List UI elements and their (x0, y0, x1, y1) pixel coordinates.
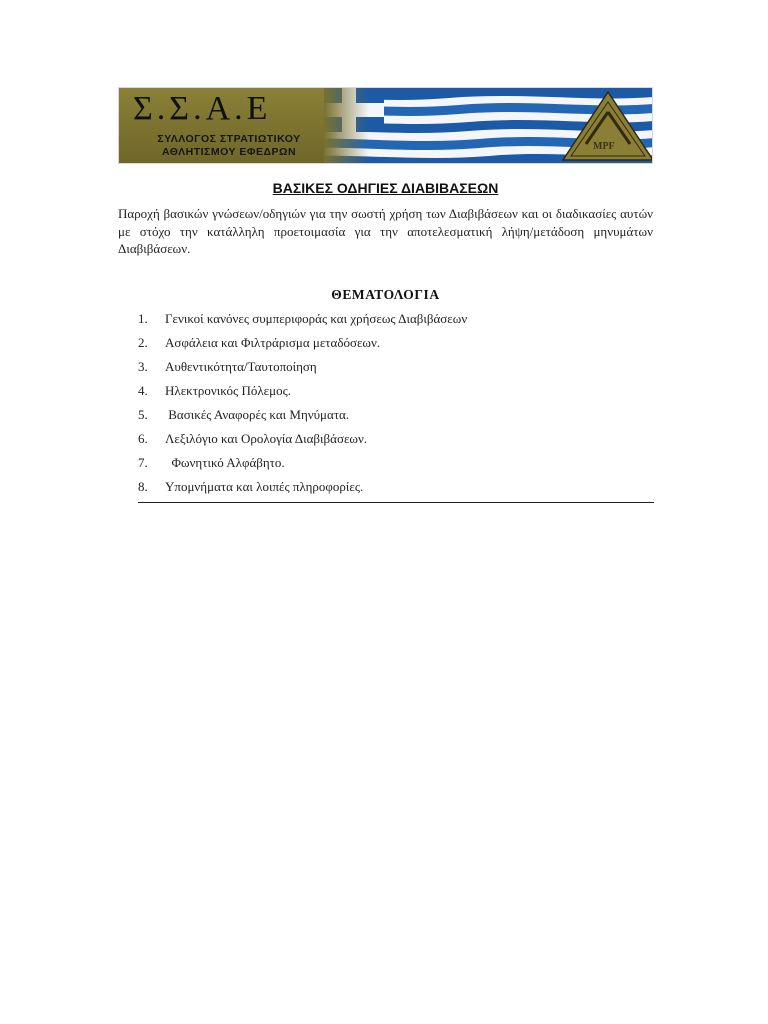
list-item (138, 478, 654, 502)
item-text: Υπομνήματα και λοιπές πληροφορίες. (165, 479, 364, 494)
item-text: Βασικές Αναφορές και Μηνύματα. (165, 407, 350, 422)
item-number: 3. (138, 359, 148, 374)
item-number: 7. (138, 455, 148, 470)
list-item (138, 430, 654, 454)
document-title: ΒΑΣΙΚΕΣ ΟΔΗΓΙΕΣ ΔΙΑΒΙΒΑΣΕΩΝ (272, 180, 499, 196)
emblem-text: MPF (593, 141, 615, 152)
logo-subtitle-line2: ΑΘΛΗΤΙΣΜΟΥ ΕΦΕΔΡΩΝ (161, 146, 297, 158)
item-text: Αυθεντικότητα/Ταυτοποίηση (165, 359, 317, 374)
list-item (138, 358, 654, 382)
item-number: 1. (138, 311, 148, 326)
logo-letters: Σ.Σ.Α.Ε (133, 90, 272, 127)
topic-list (138, 310, 654, 503)
item-text: Ηλεκτρονικός Πόλεμος. (165, 383, 291, 398)
list-item (138, 406, 654, 430)
item-text: Φωνητικό Αλφάβητο. (165, 455, 285, 470)
item-number: 6. (138, 431, 148, 446)
header-banner (118, 87, 653, 164)
item-text: Ασφάλεια και Φιλτράρισμα μεταδόσεων. (165, 335, 381, 350)
list-item (138, 382, 654, 406)
logo-subtitle-line1: ΣΥΛΛΟΓΟΣ ΣΤΡΑΤΙΩΤΙΚΟΥ (157, 133, 301, 145)
item-number: 5. (138, 407, 148, 422)
item-text: Γενικοί κανόνες συμπεριφοράς και χρήσεως Διαβιβάσεων (165, 311, 468, 326)
list-item (138, 310, 654, 334)
intro-paragraph: Παροχή βασικών γνώσεων/οδηγιών για την σωστή χρήση των Διαβιβάσεων και οι διαδικασίες αυτών με στόχο την κατάλληλη προετοιμασία για την αποτελεσματική λήψη/μετάδοση μηνυμάτων Διαβιβάσεων. (118, 206, 653, 256)
item-number: 4. (138, 383, 148, 398)
item-number: 8. (138, 479, 148, 494)
list-item (138, 454, 654, 478)
section-heading: ΘΕΜΑΤΟΛΟΓΙΑ (331, 287, 440, 302)
item-text: Λεξιλόγιο και Ορολογία Διαβιβάσεων. (165, 431, 368, 446)
item-number: 2. (138, 335, 148, 350)
list-item (138, 334, 654, 358)
